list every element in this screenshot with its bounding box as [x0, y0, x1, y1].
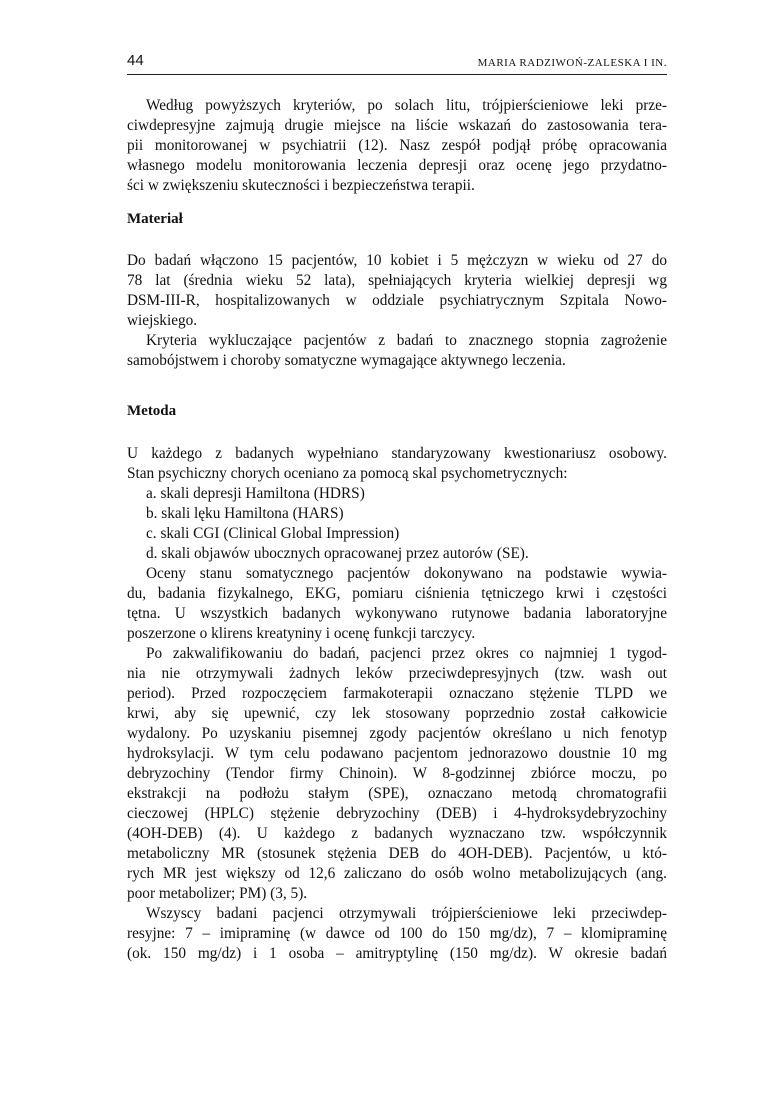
- section-heading-material: Materiał: [127, 211, 183, 227]
- metoda-line: resyjne: 7 – imipraminę (w dawce od 100 do 150 mg/dz), 7 – klomipraminę: [127, 925, 667, 942]
- list-item: c. skali CGI (Clinical Global Impression): [146, 525, 400, 542]
- metoda-line: tętna. U wszystkich badanych wykonywano rutynowe badania laboratoryjne: [127, 605, 667, 622]
- material-line: 78 lat (średnia wieku 52 lata), spełniających kryteria wielkiej depresji wg: [127, 272, 667, 289]
- list-item: b. skali lęku Hamiltona (HARS): [146, 505, 344, 522]
- metoda-line: rych MR jest większy od 12,6 zaliczano do osób wolno metabolizujących (ang.: [127, 865, 667, 882]
- section-heading-metoda: Metoda: [127, 403, 177, 419]
- intro-line: pii monitorowanej w psychiatrii (12). Nasz zespół podjął próbę opracowania: [127, 137, 667, 154]
- metoda-line: wydalony. Po uzyskaniu pisemnej zgody pacjentów określano u nich fenotyp: [127, 725, 667, 742]
- metoda-line: cieczowej (HPLC) stężenie debryzochiny (DEB) i 4-hydroksydebryzochiny: [127, 805, 667, 822]
- metoda-line: poszerzone o klirens kreatyniny i ocenę funkcji tarczycy.: [127, 625, 476, 642]
- intro-line: ści w zwiększeniu skuteczności i bezpieczeństwa terapii.: [127, 177, 475, 194]
- metoda-line: (4OH-DEB) (4). U każdego z badanych wyznaczano tzw. współczynnik: [127, 825, 667, 842]
- metoda-line: metaboliczny MR (stosunek stężenia DEB do 4OH-DEB). Pacjentów, u któ-: [127, 845, 667, 862]
- material-line: Do badań włączono 15 pacjentów, 10 kobiet i 5 mężczyzn w wieku od 27 do: [127, 252, 667, 269]
- metoda-line: Wszyscy badani pacjenci otrzymywali trójpierścieniowe leki przeciwdep-: [146, 905, 667, 922]
- page-header: [127, 52, 667, 74]
- metoda-line: poor metabolizer; PM) (3, 5).: [127, 885, 308, 902]
- list-item: a. skali depresji Hamiltona (HDRS): [146, 485, 365, 502]
- metoda-line: ekstrakcji na podłożu stałym (SPE), oznaczano metodą chromatografii: [127, 785, 667, 802]
- metoda-line: du, badania fizykalnego, EKG, pomiaru ciśnienia tętniczego krwi i częstości: [127, 585, 667, 602]
- intro-line: własnego modelu monitorowania leczenia depresji oraz ocenę jego przydatno-: [127, 157, 667, 174]
- metoda-line: period). Przed rozpoczęciem farmakoterapii oznaczano stężenie TLPD we: [127, 685, 667, 702]
- material-line: Kryteria wykluczające pacjentów z badań to znacznego stopnia zagrożenie: [146, 332, 667, 349]
- metoda-line: (ok. 150 mg/dz) i 1 osoba – amitryptylinę (150 mg/dz). W okresie badań: [127, 945, 667, 962]
- metoda-line: Oceny stanu somatycznego pacjentów dokonywano na podstawie wywia-: [146, 565, 667, 582]
- metoda-line: Stan psychiczny chorych oceniano za pomocą skal psychometrycznych:: [127, 465, 568, 482]
- metoda-line: U każdego z badanych wypełniano standaryzowany kwestionariusz osobowy.: [127, 445, 667, 462]
- material-line: wiejskiego.: [127, 312, 198, 329]
- header-rule: [127, 74, 667, 75]
- metoda-line: nia nie otrzymywali żadnych leków przeciwdepresyjnych (tzw. wash out: [127, 665, 667, 682]
- metoda-line: hydroksylacji. W tym celu podawano pacjentom jednorazowo doustnie 10 mg: [127, 745, 667, 762]
- intro-line: Według powyższych kryteriów, po solach litu, trójpierścieniowe leki prze-: [146, 97, 667, 114]
- intro-line: ciwdepresyjne zajmują drugie miejsce na liście wskazań do zastosowania tera-: [127, 117, 667, 134]
- page-number: 44: [127, 52, 144, 69]
- list-item: d. skali objawów ubocznych opracowanej przez autorów (SE).: [146, 545, 529, 562]
- material-line: samobójstwem i choroby somatyczne wymagające aktywnego leczenia.: [127, 352, 566, 369]
- material-line: DSM-III-R, hospitalizowanych w oddziale psychiatrycznym Szpitala Nowo-: [127, 292, 667, 309]
- metoda-line: debryzochiny (Tendor firmy Chinoin). W 8-godzinnej zbiórce moczu, po: [127, 765, 667, 782]
- metoda-line: krwi, aby się upewnić, czy lek stosowany poprzednio został całkowicie: [127, 705, 667, 722]
- metoda-line: Po zakwalifikowaniu do badań, pacjenci przez okres co najmniej 1 tygod-: [146, 645, 667, 662]
- running-head: MARIA RADZIWOŃ-ZALESKA I IN.: [477, 57, 667, 69]
